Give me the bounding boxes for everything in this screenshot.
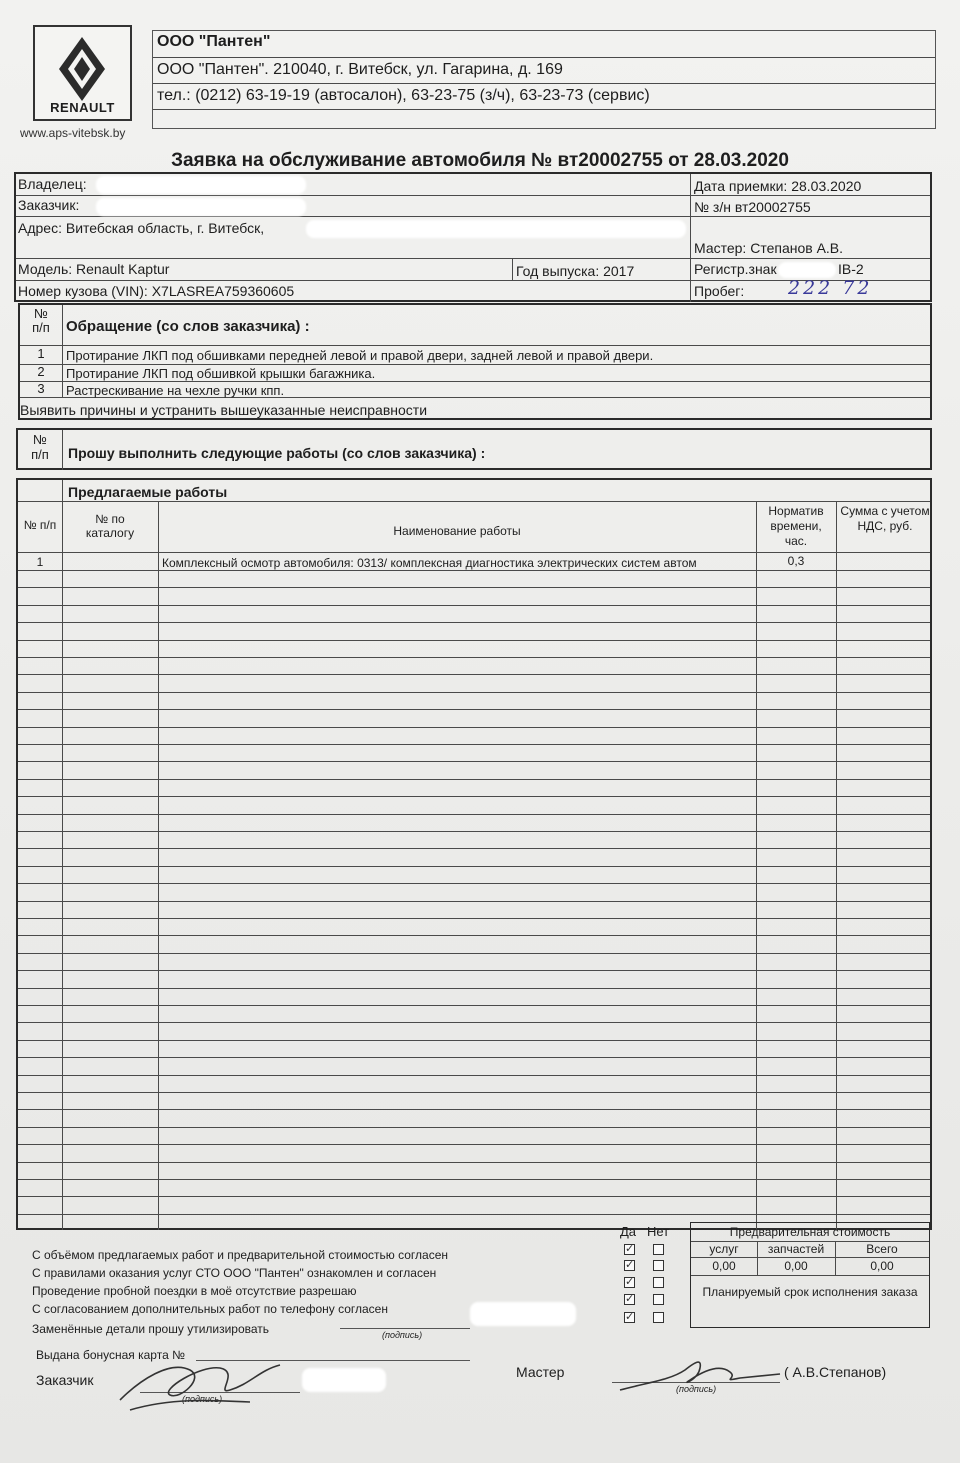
col-sum-header: Сумма с учетом НДС, руб. bbox=[840, 504, 930, 533]
col-name-header: Наименование работы bbox=[393, 524, 521, 538]
no-checkbox[interactable] bbox=[653, 1244, 664, 1255]
table-row-line bbox=[18, 1179, 930, 1180]
table-row-line bbox=[18, 570, 930, 571]
renault-logo bbox=[33, 25, 132, 121]
table-row-line bbox=[18, 970, 930, 971]
table-row-line bbox=[18, 831, 930, 832]
bonus-card-label: Выдана бонусная карта № bbox=[36, 1348, 185, 1362]
customer-name-redacted bbox=[302, 1368, 386, 1392]
address-text: Адрес: Витебская область, г. Витебск, bbox=[18, 220, 265, 236]
services-value: 0,00 bbox=[712, 1259, 736, 1273]
complaints-header: Обращение (со слов заказчика) : bbox=[66, 318, 310, 335]
website-text: www.aps-vitebsk.by bbox=[20, 126, 126, 140]
yes-checkbox[interactable]: ✓ bbox=[625, 1259, 635, 1271]
customer-signature-icon bbox=[110, 1340, 310, 1420]
table-row-line bbox=[18, 727, 930, 728]
col-catalog-header: № по каталогу bbox=[85, 512, 135, 540]
complaints-num-header: № п/п bbox=[32, 306, 50, 335]
services-label: услуг bbox=[709, 1242, 739, 1256]
no-checkbox[interactable] bbox=[653, 1294, 664, 1305]
planned-term: Планируемый срок исполнения заказа bbox=[702, 1285, 918, 1299]
agreement-text: Заменённые детали прошу утилизировать bbox=[32, 1322, 270, 1336]
table-row-line bbox=[18, 883, 930, 884]
table-row-line bbox=[18, 953, 930, 954]
table-row-line bbox=[18, 692, 930, 693]
table-row-line bbox=[18, 709, 930, 710]
proposed-section-title: Предлагаемые работы bbox=[68, 484, 228, 500]
yes-label: Да bbox=[620, 1224, 637, 1239]
yes-checkbox[interactable]: ✓ bbox=[625, 1243, 635, 1255]
table-row-line bbox=[18, 918, 930, 919]
agreement-text: С правилами оказания услуг СТО ООО "Пантен" ознакомлен и согласен bbox=[32, 1266, 437, 1280]
company-info-box bbox=[152, 30, 936, 129]
complaint-num: 3 bbox=[37, 381, 45, 396]
table-row-line bbox=[18, 1075, 930, 1076]
yes-checkbox[interactable]: ✓ bbox=[625, 1293, 635, 1305]
customer-label: Заказчик bbox=[36, 1372, 94, 1388]
complaint-text: Протирание ЛКП под обшивкой крышки багажника. bbox=[66, 366, 376, 381]
complaint-num: 1 bbox=[37, 346, 45, 361]
table-row-line bbox=[18, 1040, 930, 1041]
master-signature-hint: (подпись) bbox=[676, 1384, 717, 1394]
vin-text: Номер кузова (VIN): X7LASREA759360605 bbox=[18, 283, 295, 299]
agreement-text: С согласованием дополнительных работ по телефону согласен bbox=[32, 1302, 388, 1316]
col-num-header: № п/п bbox=[23, 518, 57, 532]
table-row-line bbox=[18, 1092, 930, 1093]
table-row-line bbox=[18, 761, 930, 762]
mileage-handwritten: 222 72 bbox=[788, 277, 873, 299]
table-row-line bbox=[18, 848, 930, 849]
master-signature-icon bbox=[610, 1350, 790, 1400]
reg-redacted bbox=[778, 262, 836, 278]
complaints-footer: Выявить причины и устранить вышеуказанные неисправности bbox=[20, 402, 428, 418]
parts-value: 0,00 bbox=[784, 1259, 808, 1273]
no-checkbox[interactable] bbox=[653, 1277, 664, 1288]
parts-label: запчастей bbox=[767, 1242, 825, 1256]
preliminary-cost-box bbox=[690, 1222, 930, 1328]
yes-checkbox[interactable]: ✓ bbox=[625, 1276, 635, 1288]
customer-signature-hint: (подпись) bbox=[182, 1394, 223, 1404]
row-norm: 0,3 bbox=[787, 554, 805, 568]
reg-label: Регистр.знак bbox=[694, 261, 777, 277]
table-row-line bbox=[18, 605, 930, 606]
signature-redacted bbox=[470, 1302, 576, 1326]
no-label: Нет bbox=[647, 1224, 670, 1239]
table-row-line bbox=[18, 1005, 930, 1006]
table-row-line bbox=[18, 796, 930, 797]
complaint-text: Растрескивание на чехле ручки кпп. bbox=[66, 383, 285, 398]
year-text: Год выпуска: 2017 bbox=[516, 263, 635, 279]
owner-redacted bbox=[96, 176, 306, 194]
table-row-line bbox=[18, 587, 930, 588]
table-row-line bbox=[18, 622, 930, 623]
requested-works-block bbox=[16, 428, 932, 470]
reg-suffix: IB-2 bbox=[838, 261, 864, 277]
master-name: ( А.В.Степанов) bbox=[784, 1364, 887, 1380]
table-row-line bbox=[18, 1127, 930, 1128]
address-redacted bbox=[306, 220, 686, 238]
table-row-line bbox=[18, 1162, 930, 1163]
company-address: ООО "Пантен". 210040, г. Витебск, ул. Гагарина, д. 169 bbox=[157, 61, 563, 78]
complaint-num: 2 bbox=[37, 364, 45, 379]
table-row-line bbox=[18, 1057, 930, 1058]
order-number: № з/н вт20002755 bbox=[694, 199, 811, 215]
logo-text: RENAULT bbox=[50, 100, 115, 115]
table-row-line bbox=[18, 988, 930, 989]
company-name: ООО "Пантен" bbox=[157, 33, 271, 50]
table-row-line bbox=[18, 1144, 930, 1145]
table-row-line bbox=[18, 657, 930, 658]
master-label: Мастер bbox=[516, 1364, 565, 1380]
table-row-line bbox=[18, 1109, 930, 1110]
requested-num-header: № п/п bbox=[31, 432, 49, 462]
customer-label: Заказчик: bbox=[18, 197, 80, 213]
table-row-line bbox=[18, 1214, 930, 1215]
yes-checkbox[interactable]: ✓ bbox=[625, 1311, 635, 1323]
model-text: Модель: Renault Kaptur bbox=[18, 261, 170, 277]
table-row-line bbox=[18, 1022, 930, 1023]
customer-redacted bbox=[96, 198, 306, 216]
proposed-works-table bbox=[16, 478, 932, 1230]
owner-label: Владелец: bbox=[18, 176, 87, 192]
agreement-text: Проведение пробной поездки в моё отсутствие разрешаю bbox=[32, 1284, 357, 1298]
signature-hint: (подпись) bbox=[382, 1330, 423, 1340]
table-row-line bbox=[18, 901, 930, 902]
company-phones: тел.: (0212) 63-19-19 (автосалон), 63-23-75 (з/ч), 63-23-73 (сервис) bbox=[157, 87, 650, 104]
table-row-line bbox=[18, 779, 930, 780]
no-checkbox[interactable] bbox=[653, 1312, 664, 1323]
complaint-text: Протирание ЛКП под обшивками передней левой и правой двери, задней левой и правой двери. bbox=[66, 348, 654, 363]
total-label: Всего bbox=[866, 1242, 898, 1256]
table-row-line bbox=[18, 814, 930, 815]
renault-diamond-icon bbox=[35, 33, 130, 103]
date-received: Дата приемки: 28.03.2020 bbox=[694, 178, 862, 194]
page-title: Заявка на обслуживание автомобиля № вт20002755 от 28.03.2020 bbox=[171, 150, 789, 171]
requested-header: Прошу выполнить следующие работы (со слов заказчика) : bbox=[68, 445, 486, 461]
cost-title: Предварительная стоимость bbox=[729, 1225, 891, 1239]
table-row-line bbox=[18, 674, 930, 675]
agreement-text: С объёмом предлагаемых работ и предварительной стоимостью согласен bbox=[32, 1248, 449, 1262]
row-num: 1 bbox=[36, 555, 44, 569]
mileage-label: Пробег: bbox=[694, 283, 745, 299]
table-row-line bbox=[18, 935, 930, 936]
col-norm-header: Норматив времени, час. bbox=[768, 504, 824, 548]
row-name: Комплексный осмотр автомобиля: 0313/ комплексная диагностика электрических систем автом bbox=[162, 556, 697, 570]
master-text: Мастер: Степанов А.В. bbox=[694, 240, 844, 256]
table-row-line bbox=[18, 744, 930, 745]
table-row-line bbox=[18, 1196, 930, 1197]
no-checkbox[interactable] bbox=[653, 1260, 664, 1271]
vehicle-info-block bbox=[14, 172, 932, 302]
table-row-line bbox=[18, 640, 930, 641]
complaints-block bbox=[18, 303, 932, 420]
total-value: 0,00 bbox=[870, 1259, 894, 1273]
table-row-line bbox=[18, 866, 930, 867]
